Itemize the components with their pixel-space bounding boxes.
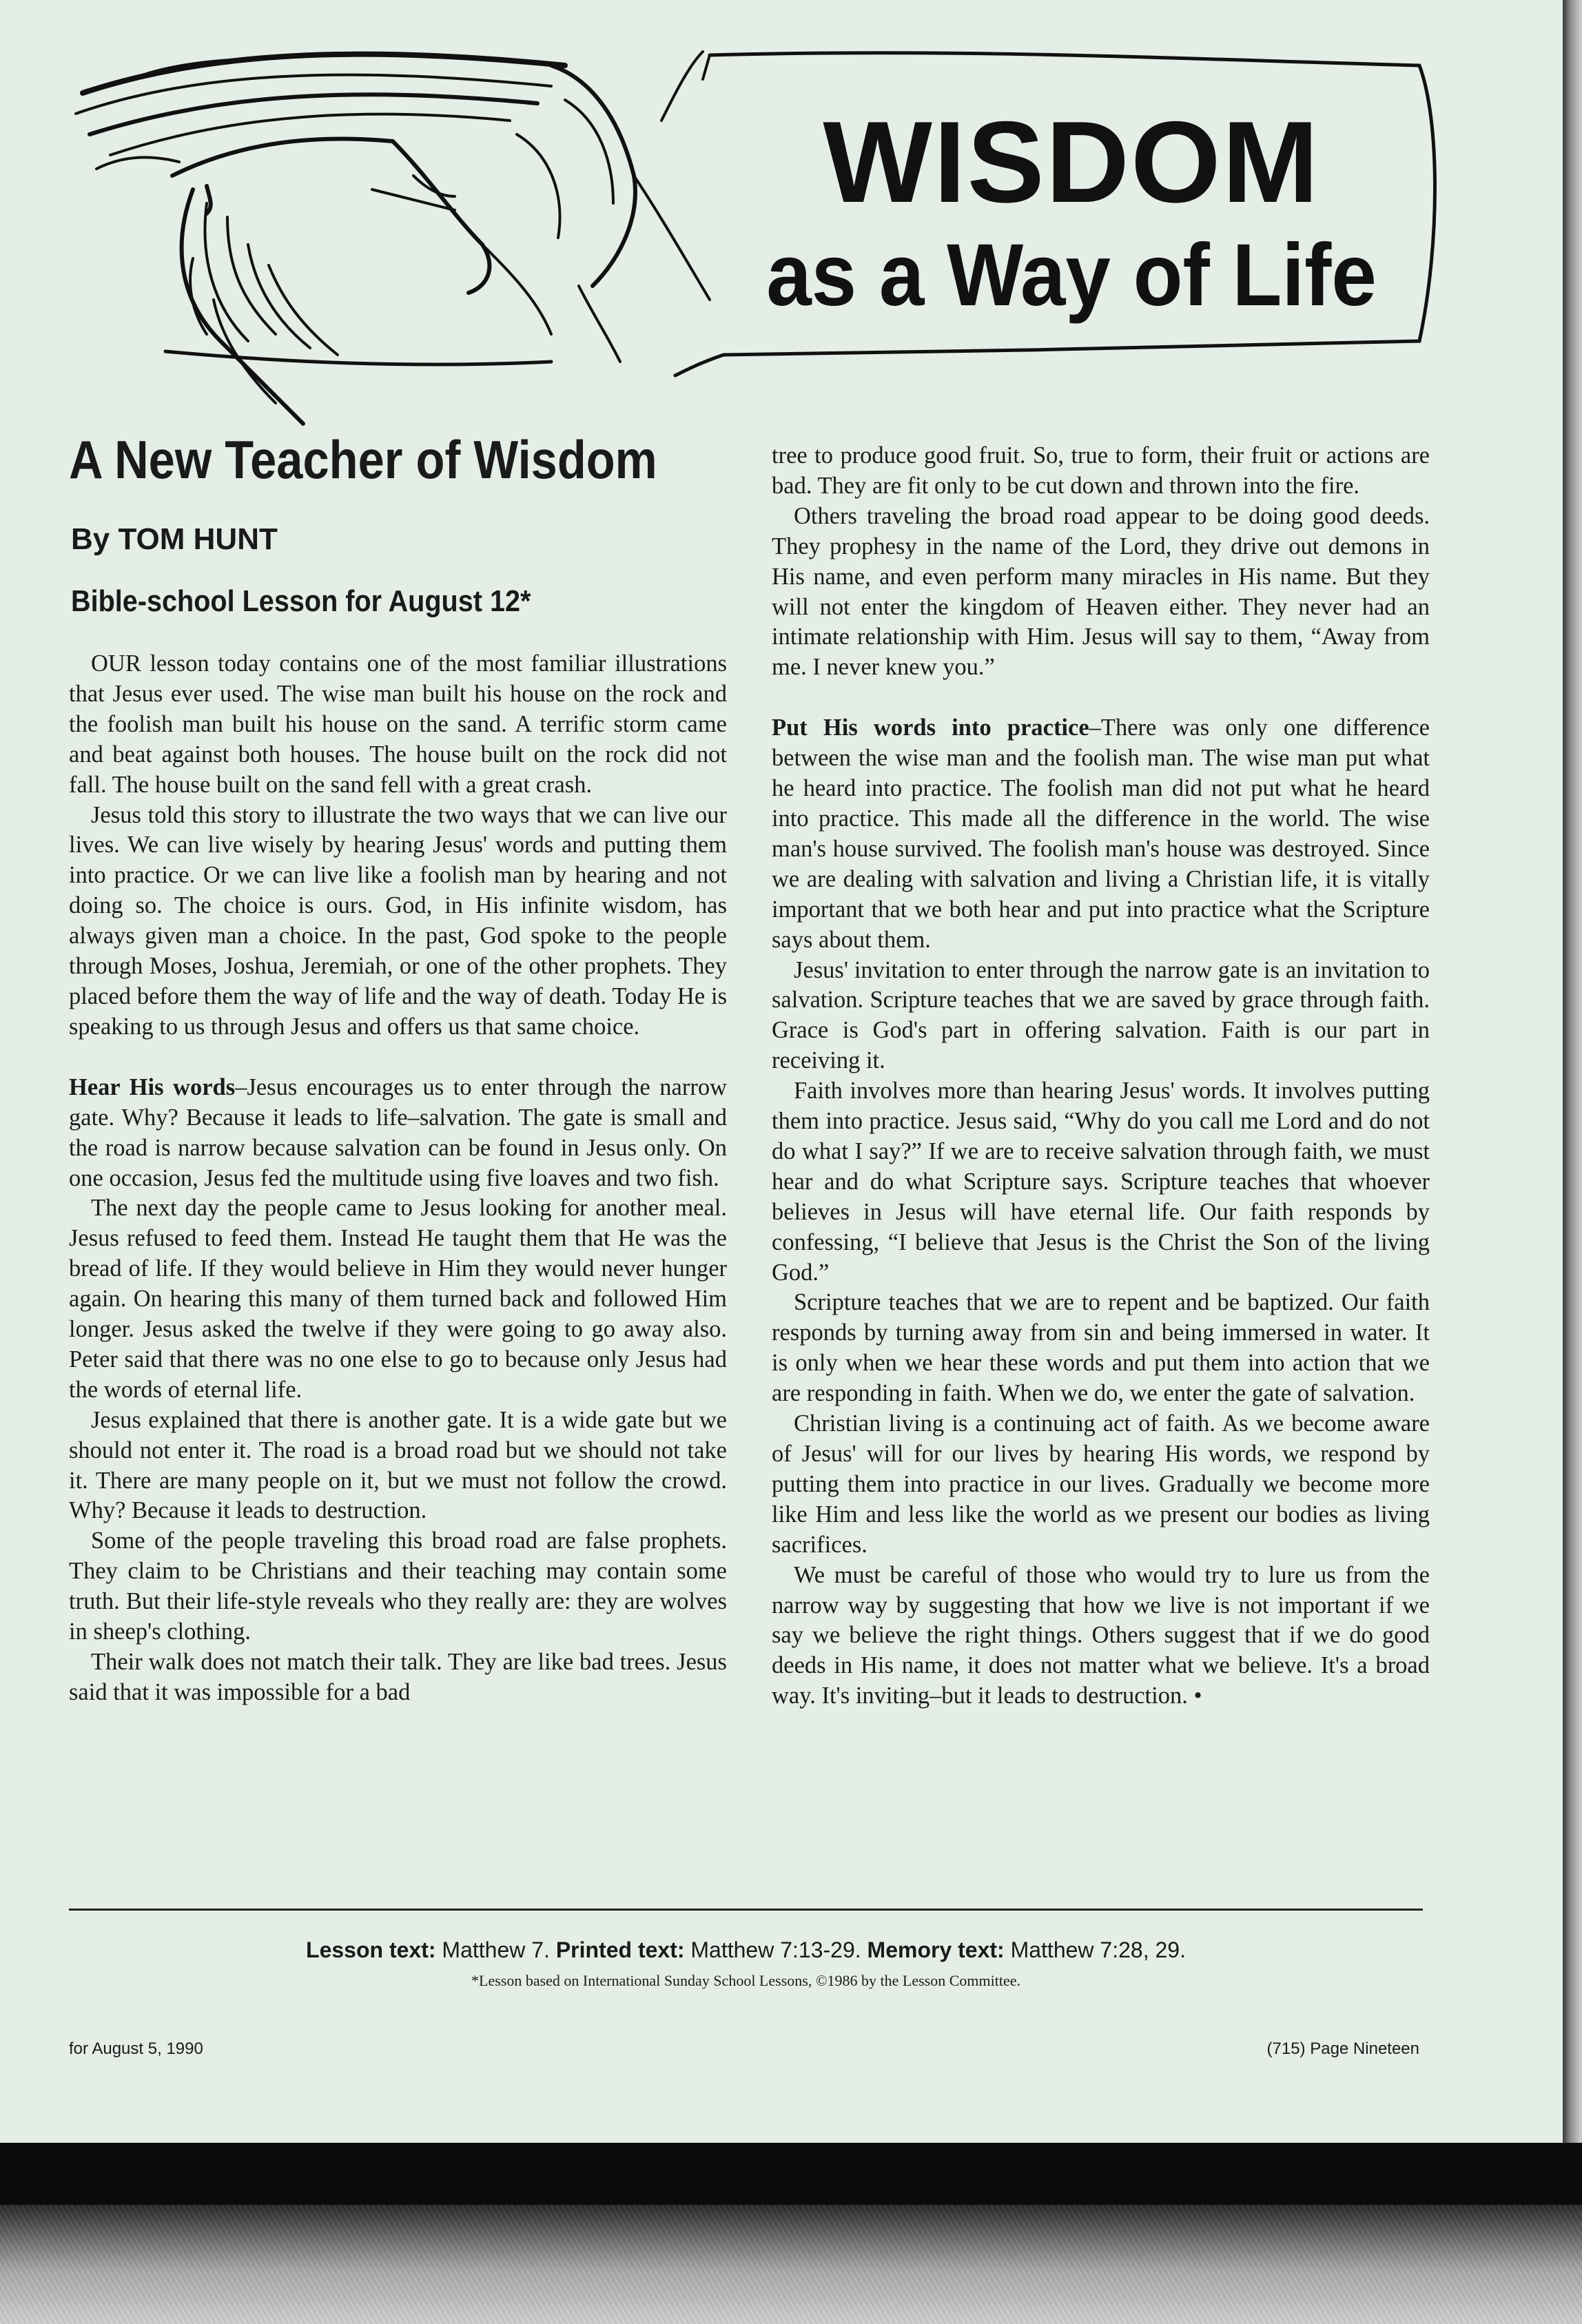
page-edge (1563, 0, 1582, 2143)
article-headline: A New Teacher of Wisdom (69, 429, 657, 490)
paragraph: Put His words into practice–There was only one difference between the wise man and the foolish man. The wise man put what he heard into practice. The foolish man did not put what he heard into practice. This made all the difference in the world. The wise man's house survived. The foolish man's house was destroyed. Since we are dealing with salvation and living a Christian life, it is vitally important that we both hear and put into practice what the Scripture says about them. (772, 714, 1430, 953)
paragraph: tree to produce good fruit. So, true to form, their fruit or actions are bad. They are fit only to be cut down and thrown into the fire. (772, 442, 1430, 499)
left-column (69, 649, 727, 1708)
paragraph: We must be careful of those who would try to lure us from the narrow way by suggesting that how we live is not important if we say we believe the right things. Others suggest that if we do good deeds in His name, it does not matter what we believe. It's a broad way. It's inviting–but it leads to destruction. • (772, 1561, 1430, 1709)
paragraph: Jesus' invitation to enter through the narrow gate is an invitation to salvation. Scripture teaches that we are saved by grace through faith. Grace is God's part in offering salvation. Faith is our part in receiving it. (772, 956, 1430, 1074)
page-title: WISDOM (823, 97, 1320, 227)
paragraph: Faith involves more than hearing Jesus' words. It involves putting them into practice. Jesus said, “Why do you call me Lord and do not do what I say?” If we are to receive salvation through faith, we must hear and do what Scripture says. Scripture teaches that whoever believes in Jesus will have eternal life. Our faith responds by confessing, “I believe that Jesus is the Christ the Son of the living God.” (772, 1078, 1430, 1286)
paragraph: Hear His words–Jesus encourages us to enter through the narrow gate. Why? Because it leads to life–salvation. The gate is small and the road is narrow because salvation can be found in Jesus only. On one occasion, Jesus fed the multitude using five loaves and two fish. (69, 1073, 727, 1191)
divider (69, 1909, 1423, 1911)
background-cloth (0, 2205, 1582, 2324)
paragraph: OUR lesson today contains one of the most familiar illustrations that Jesus ever used. The wise man built his house on the rock and the foolish man built his house on the sand. A terrific storm came and beat against both houses. The house built on the rock did not fall. The house built on the sand fell with a great crash. (69, 650, 727, 798)
lesson-date-label: Bible-school Lesson for August 12* (71, 584, 531, 618)
lesson-references: Lesson text: Matthew 7. Printed text: Matthew 7:13-29. Memory text: Matthew 7:28, 29. (306, 1937, 1186, 1962)
title-banner (717, 62, 1426, 365)
paragraph: The next day the people came to Jesus looking for another meal. Jesus refused to feed them. Instead He taught them that He was the bread of life. If they would believe in Him they would never hunger again. On hearing this many of them turned back and followed Him longer. Jesus asked the twelve if they were going to go away also. Peter said that there was no one else to go to because only Jesus had the words of eternal life. (69, 1195, 727, 1403)
paragraph: Others traveling the broad road appear to be doing good deeds. They prophesy in the name of the Lord, they drive out demons in His name, and even perform many miracles in His name. But they will not enter the kingdom of Heaven either. They never had an intimate relationship with Him. Jesus will say to them, “Away from me. I never knew you.” (772, 502, 1430, 681)
page-subtitle: as a Way of Life (766, 226, 1377, 325)
paragraph: Jesus told this story to illustrate the two ways that we can live our lives. We can live wisely by hearing Jesus' words and putting them into practice. Or we can live like a foolish man by hearing and not doing so. The choice is ours. God, in His infinite wisdom, has always given man a choice. In the past, God spoke to the people through Moses, Joshua, Jeremiah, or one of the other prophets. They placed before them the way of life and the way of death. Today He is speaking to us through Jesus and offers us that same choice. (69, 801, 727, 1040)
page-number: (715) Page Nineteen (1266, 2039, 1419, 2058)
paragraph: Christian living is a continuing act of faith. As we become aware of Jesus' will for our lives by hearing His words, we respond by putting them into practice in our lives. Gradually we become more like Him and less like the world as we present our bodies as living sacrifices. (772, 1410, 1430, 1558)
paragraph: Some of the people traveling this broad road are false prophets. They claim to be Christians and their teaching may contain some truth. But their life-style reveals who they really are: they are wolves in sheep's clothing. (69, 1528, 727, 1645)
section-lead: Put His words into practice (772, 714, 1089, 741)
article-byline: By TOM HUNT (71, 522, 278, 556)
footer-date: for August 5, 1990 (69, 2039, 203, 2058)
paragraph: Scripture teaches that we are to repent and be baptized. Our faith responds by turning away from sin and being immersed in water. It is only when we hear these words and put them into action that we are responding in faith. When we do, we enter the gate of salvation. (772, 1289, 1430, 1407)
paragraph: Their walk does not match their talk. They are like bad trees. Jesus said that it was impossible for a bad (69, 1649, 727, 1705)
right-column (772, 441, 1430, 1711)
paragraph: Jesus explained that there is another gate. It is a wide gate but we should not enter it. The road is a broad road but we should not take it. There are many people on it, but we must not follow the crowd. Why? Because it leads to destruction. (69, 1406, 727, 1524)
section-lead: Hear His words (69, 1073, 236, 1100)
footnote: *Lesson based on International Sunday School Lessons, ©1986 by the Lesson Committee. (471, 1972, 1020, 1989)
